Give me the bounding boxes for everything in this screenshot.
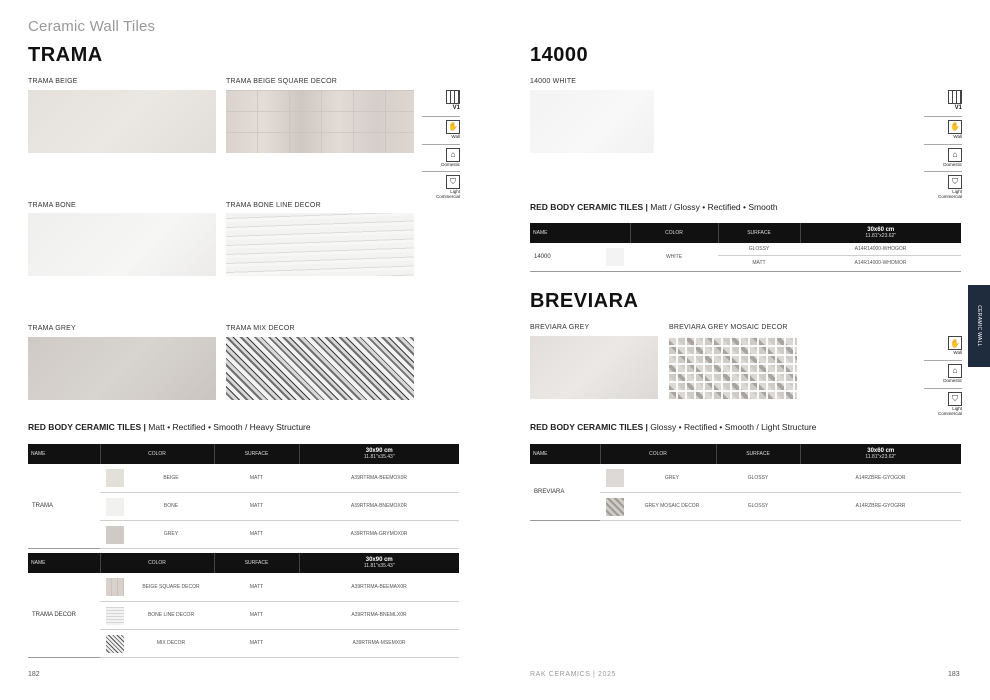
tile-label: TRAMA GREY <box>28 325 76 332</box>
swatch <box>106 635 124 653</box>
light-commercial-label: Light Commercial <box>937 405 962 416</box>
tile-label: TRAMA MIX DECOR <box>226 325 295 332</box>
wall-hand-icon: ✋ <box>948 120 962 134</box>
col-header-name: NAME <box>28 553 100 573</box>
spec-table-trama-decor: NAME COLOR SURFACE 30x90 cm 11.81"x35.43" TRAMA DECOR BEIGE SQUARE DECOR MATT A39RTRMA-BEEMAX0R BONE LINE DECOR MATT A39RTRMA-BNEMLX0R MIX DECOR MATT A39RTRMA-MSEMX0R <box>28 553 459 658</box>
spec-heading-14000: RED BODY CERAMIC TILES | Matt / Glossy • Rectified • Smooth <box>530 202 778 212</box>
row-name: 14000 <box>530 243 630 271</box>
tile-label: TRAMA BEIGE SQUARE DECOR <box>226 78 337 85</box>
row-name: TRAMA <box>28 464 100 548</box>
col-header-size: 30x60 cm 11.81"x23.62" <box>800 444 961 464</box>
tile-image-trama-mix-decor <box>226 337 414 400</box>
light-commercial-label: Light Commercial <box>435 189 460 200</box>
col-header-surface: SURFACE <box>716 444 800 464</box>
series-title-14000: 14000 <box>530 44 589 66</box>
home-icon: ⌂ <box>446 148 460 162</box>
swatch <box>606 469 624 487</box>
spec-table-breviara: NAME COLOR SURFACE 30x60 cm 11.81"x23.62" BREVIARA GREY GLOSSY A14RZBRE-GYOGOR GREY MOSAIC DECOR GLOSSY A14RZBRE-GYOGRR <box>530 444 961 521</box>
swatch <box>106 607 124 625</box>
shopping-bag-icon: ⛉ <box>948 175 962 189</box>
spec-heading-breviara: RED BODY CERAMIC TILES | Glossy • Rectified • Smooth / Light Structure <box>530 422 817 432</box>
tile-image-14000-white <box>530 90 654 153</box>
col-header-size: 30x90 cm 11.81"x35.43" <box>299 553 459 573</box>
col-header-surface: SURFACE <box>718 223 800 243</box>
swatch <box>106 469 124 487</box>
shopping-bag-icon: ⛉ <box>446 175 460 189</box>
tile-image-trama-grey <box>28 337 216 400</box>
tile-label: 14000 WHITE <box>530 78 577 85</box>
home-icon: ⌂ <box>948 148 962 162</box>
tile-image-breviara-grey-mosaic-decor <box>669 336 797 399</box>
wall-label: Wall <box>953 133 962 139</box>
col-header-name: NAME <box>530 223 630 243</box>
series-title-trama: TRAMA <box>28 44 103 66</box>
series-title-breviara: BREVIARA <box>530 290 639 312</box>
footer-brand: RAK CERAMICS | 2025 <box>530 671 616 678</box>
col-header-color: COLOR <box>630 223 718 243</box>
page-number-right: 183 <box>948 671 960 678</box>
row-name: TRAMA DECOR <box>28 573 100 657</box>
spec-heading-trama: RED BODY CERAMIC TILES | Matt • Rectified • Smooth / Heavy Structure <box>28 422 311 432</box>
domestic-label: Domestic <box>441 161 460 167</box>
side-tab-ceramic-wall[interactable]: CERAMIC WALL <box>968 285 990 367</box>
shopping-bag-icon: ⛉ <box>948 392 962 406</box>
usage-icons <box>924 90 962 204</box>
swatch <box>106 498 124 516</box>
wall-hand-icon: ✋ <box>948 336 962 350</box>
v1-label: V1 <box>954 105 962 111</box>
v1-label: V1 <box>452 105 460 111</box>
home-icon: ⌂ <box>948 364 962 378</box>
col-header-size: 30x90 cm 11.81"x35.43" <box>299 444 459 464</box>
swatch <box>106 578 124 596</box>
col-header-name: NAME <box>28 444 100 464</box>
wall-label: Wall <box>953 350 962 355</box>
tile-label: TRAMA BONE LINE DECOR <box>226 202 321 209</box>
grid-icon <box>948 90 962 104</box>
col-header-color: COLOR <box>100 553 214 573</box>
usage-icons <box>422 90 460 204</box>
domestic-label: Domestic <box>943 377 962 383</box>
col-header-surface: SURFACE <box>214 553 299 573</box>
tile-label: BREVIARA GREY <box>530 324 590 331</box>
page-number-left: 182 <box>28 671 40 678</box>
col-header-surface: SURFACE <box>214 444 299 464</box>
domestic-label: Domestic <box>943 161 962 167</box>
col-header-size: 30x60 cm 11.81"x23.62" <box>800 223 961 243</box>
wall-hand-icon: ✋ <box>446 120 460 134</box>
col-header-color: COLOR <box>600 444 716 464</box>
swatch <box>106 526 124 544</box>
tile-image-trama-beige <box>28 90 216 153</box>
usage-icons <box>924 336 962 421</box>
tile-image-trama-bone-line-decor <box>226 213 414 276</box>
tile-image-breviara-grey <box>530 336 658 399</box>
swatch <box>606 498 624 516</box>
spec-table-14000: NAME COLOR SURFACE 30x60 cm 11.81"x23.62" 14000 WHITE GLOSSY A14R14000-WHOGOR MATT A14R14000-WHOMOR <box>530 223 961 272</box>
tile-label: TRAMA BONE <box>28 202 76 209</box>
tile-label: TRAMA BEIGE <box>28 78 78 85</box>
tile-image-trama-beige-square-decor <box>226 90 414 153</box>
light-commercial-label: Light Commercial <box>937 189 962 200</box>
swatch <box>606 248 624 266</box>
section-title: Ceramic Wall Tiles <box>28 18 156 35</box>
grid-icon <box>446 90 460 104</box>
tile-label: BREVIARA GREY MOSAIC DECOR <box>669 324 788 331</box>
row-name: BREVIARA <box>530 464 600 520</box>
spec-table-trama: NAME COLOR SURFACE 30x90 cm 11.81"x35.43" TRAMA BEIGE MATT A39RTRMA-BEEMOX0R BONE MATT A39RTRMA-BNEMOX0R GREY MATT A39RTRMA-GRYMOX0R <box>28 444 459 549</box>
wall-label: Wall <box>451 133 460 139</box>
col-header-name: NAME <box>530 444 600 464</box>
tile-image-trama-bone <box>28 213 216 276</box>
col-header-color: COLOR <box>100 444 214 464</box>
